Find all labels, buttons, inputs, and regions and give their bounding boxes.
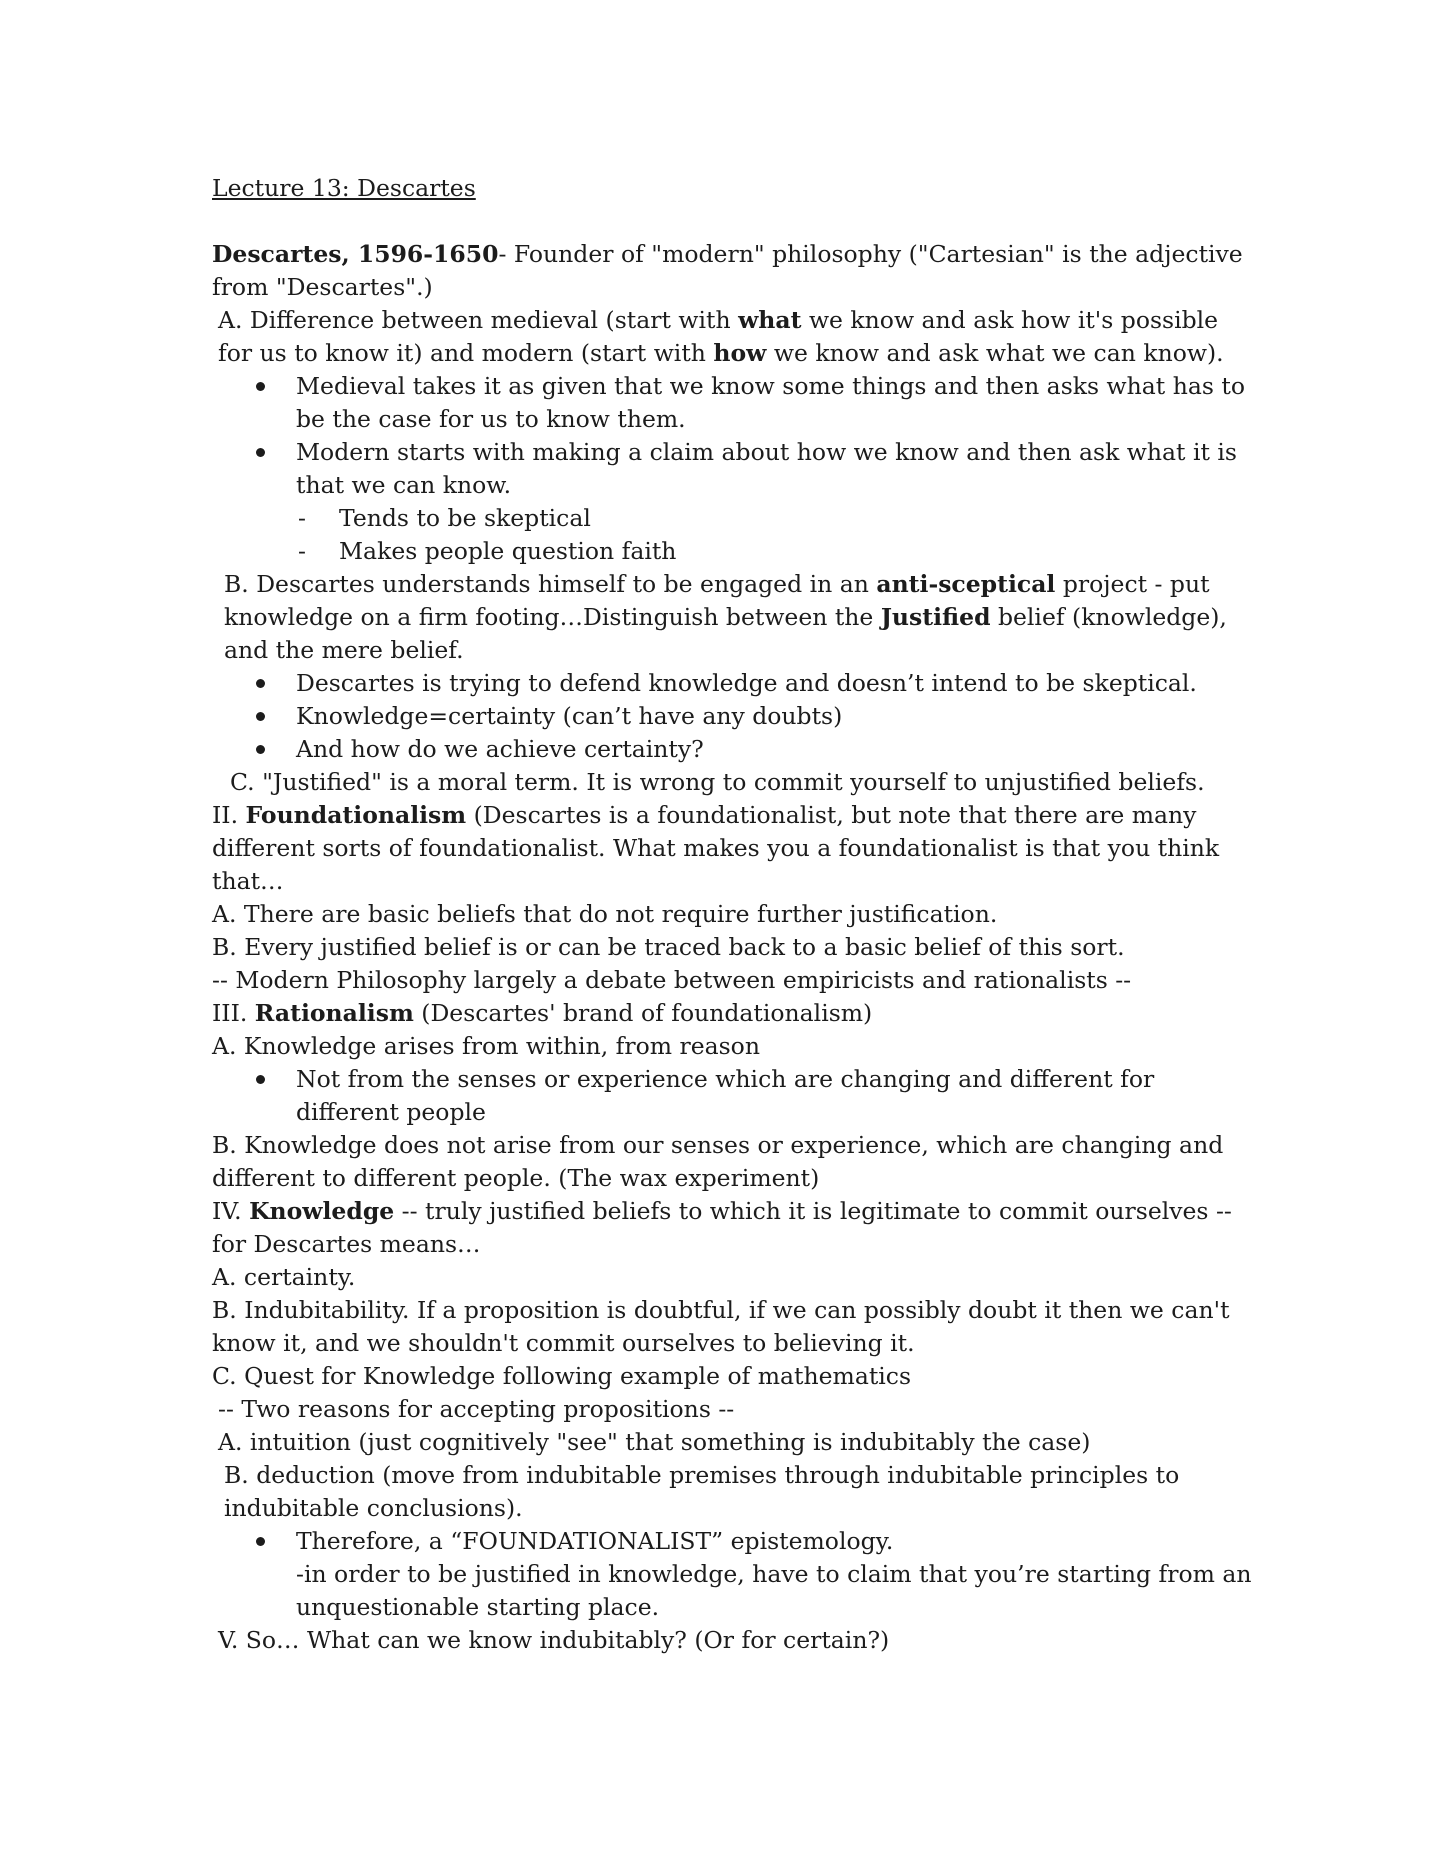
section-b-bold-justified: Justified xyxy=(880,603,991,631)
list-item xyxy=(212,502,1252,535)
section-number: IV. xyxy=(212,1197,250,1225)
foundationalism-heading: Foundationalism xyxy=(245,801,467,829)
section-a-text: we know and ask how it's possible for us to know it) and modern (start with xyxy=(218,306,1219,367)
knowledge-continuation: -in order to be justified in knowledge, have to claim that you’re starting from an unquestionable starting place. xyxy=(296,1560,1252,1621)
section-a-paragraph xyxy=(212,304,1252,370)
list-item xyxy=(212,1063,1252,1129)
rationalism-paragraph xyxy=(212,997,1252,1030)
section-c-paragraph: C. "Justified" is a moral term. It is wrong to commit yourself to unjustified beliefs. xyxy=(230,768,1205,796)
bullet-icon xyxy=(256,712,265,721)
section-b-paragraph xyxy=(212,568,1252,667)
list-item xyxy=(212,535,1252,568)
foundationalism-paragraph xyxy=(212,799,1252,898)
list-item xyxy=(212,667,1252,700)
section-b-bullets xyxy=(212,667,1252,766)
foundationalism-text: (Descartes is a foundationalist, but note that there are many different sorts of foundationalist. What makes you a foundationalist is that you think that… xyxy=(212,801,1220,895)
section-a-dashes xyxy=(212,502,1252,568)
intro-heading: Descartes, 1596-1650 xyxy=(212,240,499,268)
list-item-text: Therefore, a “FOUNDATIONALIST” epistemology. xyxy=(296,1527,894,1555)
list-item-text: Medieval takes it as given that we know some things and then asks what has to be the case for us to know them. xyxy=(296,372,1245,433)
knowledge-point-c: C. Quest for Knowledge following example of mathematics xyxy=(212,1362,912,1390)
list-item-text: Knowledge=certainty (can’t have any doubts) xyxy=(296,702,843,730)
intro-paragraph xyxy=(212,238,1252,304)
bullet-icon xyxy=(256,382,265,391)
section-number: III. xyxy=(212,999,255,1027)
knowledge-point-b: B. Indubitability. If a proposition is doubtful, if we can possibly doubt it then we can't know it, and we shouldn't commit ourselves to believing it. xyxy=(212,1296,1230,1357)
lecture-title: Lecture 13: Descartes xyxy=(212,174,476,202)
list-item-text: Not from the senses or experience which are changing and different for different people xyxy=(296,1065,1155,1126)
knowledge-paragraph xyxy=(212,1195,1252,1261)
section-b-text: B. Descartes understands himself to be engaged in an xyxy=(224,570,877,598)
final-question: V. So… What can we know indubitably? (Or for certain?) xyxy=(218,1626,890,1654)
section-a-text: A. Difference between medieval (start with xyxy=(218,306,739,334)
reason-a: A. intuition (just cognitively "see" that something is indubitably the case) xyxy=(218,1428,1091,1456)
list-item xyxy=(212,436,1252,502)
section-a-text: we know and ask what we can know). xyxy=(766,339,1224,367)
bullet-icon xyxy=(256,745,265,754)
knowledge-point-a: A. certainty. xyxy=(212,1263,356,1291)
knowledge-heading: Knowledge xyxy=(249,1197,395,1225)
section-b-text: belief (knowledge), and the mere belief. xyxy=(224,603,1227,664)
bullet-icon xyxy=(256,1075,265,1084)
list-item-text: Tends to be skeptical xyxy=(339,504,591,532)
rationalism-heading: Rationalism xyxy=(254,999,414,1027)
rationalism-point-a: A. Knowledge arises from within, from reason xyxy=(212,1032,760,1060)
list-item xyxy=(212,370,1252,436)
section-b-bold-anti-sceptical: anti-sceptical xyxy=(876,570,1056,598)
document-page xyxy=(212,172,1252,1657)
section-b-text: project - put knowledge on a firm footing…Distinguish between the xyxy=(224,570,1210,631)
list-item xyxy=(212,733,1252,766)
list-item xyxy=(212,1525,1252,1558)
rationalism-text: (Descartes' brand of foundationalism) xyxy=(413,999,873,1027)
list-item-text: Makes people question faith xyxy=(339,537,677,565)
reason-b: B. deduction (move from indubitable premises through indubitable principles to indubitable conclusions). xyxy=(224,1461,1180,1522)
bullet-icon xyxy=(256,448,265,457)
list-item-text: Modern starts with making a claim about how we know and then ask what it is that we can know. xyxy=(296,438,1237,499)
rationalism-bullets xyxy=(212,1063,1252,1129)
foundationalism-point-b: B. Every justified belief is or can be traced back to a basic belief of this sort. xyxy=(212,933,1125,961)
bullet-icon xyxy=(256,679,265,688)
section-number: II. xyxy=(212,801,246,829)
section-a-bold-how: how xyxy=(713,339,767,367)
reasons-line: -- Two reasons for accepting propositions -- xyxy=(218,1395,735,1423)
bullet-icon xyxy=(256,1537,265,1546)
knowledge-text: -- truly justified beliefs to which it is legitimate to commit ourselves -- for Descartes means… xyxy=(212,1197,1232,1258)
list-item-text: And how do we achieve certainty? xyxy=(296,735,704,763)
dash-icon: - xyxy=(298,537,306,565)
section-a-bold-what: what xyxy=(738,306,802,334)
dash-icon: - xyxy=(298,504,306,532)
knowledge-bullets xyxy=(212,1525,1252,1558)
list-item xyxy=(212,700,1252,733)
intro-text: - Founder of "modern" philosophy ("Cartesian" is the adjective from "Descartes".) xyxy=(212,240,1243,301)
foundationalism-point-a: A. There are basic beliefs that do not require further justification. xyxy=(212,900,998,928)
debate-line: -- Modern Philosophy largely a debate between empiricists and rationalists -- xyxy=(212,966,1132,994)
rationalism-point-b: B. Knowledge does not arise from our senses or experience, which are changing and different to different people. (The wax experiment) xyxy=(212,1131,1224,1192)
list-item-text: Descartes is trying to defend knowledge and doesn’t intend to be skeptical. xyxy=(296,669,1197,697)
section-a-bullets xyxy=(212,370,1252,502)
